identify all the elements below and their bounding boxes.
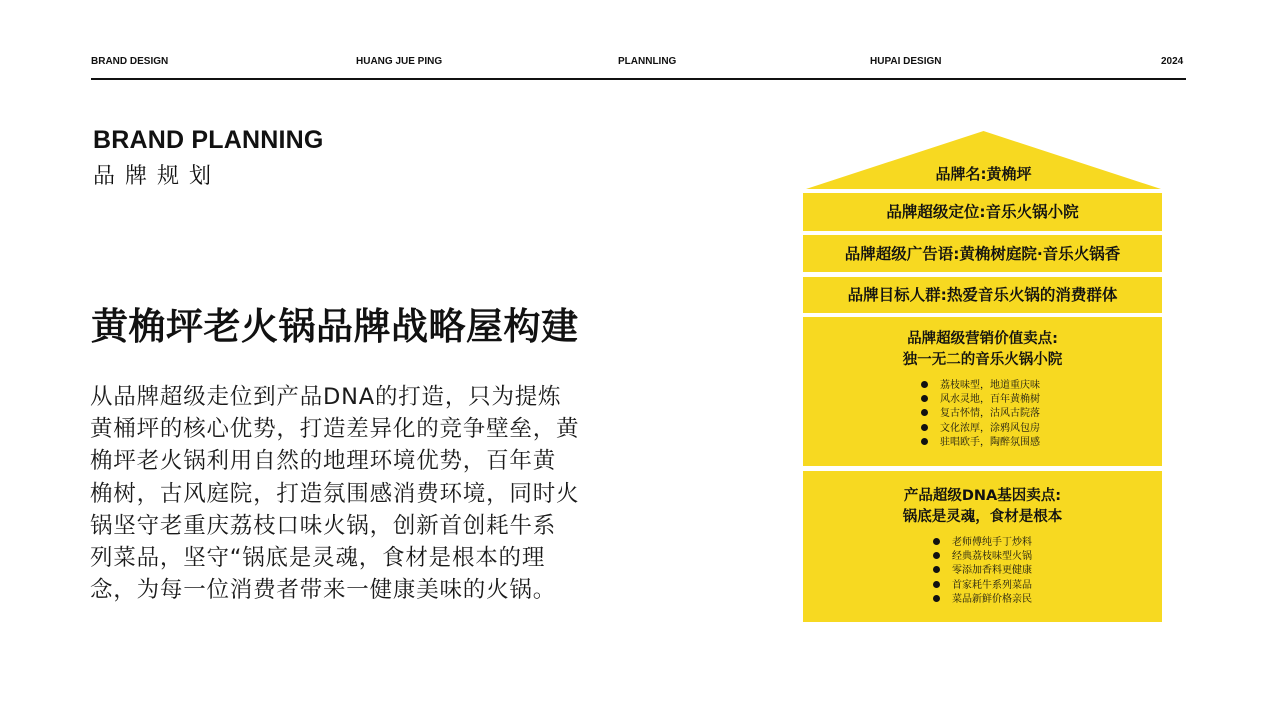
header-studio: HUPAI DESIGN xyxy=(870,56,942,67)
house-block-product-dna xyxy=(803,471,1162,622)
bullet-icon xyxy=(933,552,940,559)
body-line: 锅坚守老重庆荔枝口味火锅，创新首创耗牛系 xyxy=(90,512,557,539)
house-row-target-audience xyxy=(803,277,1162,313)
list-item: 经典荔枝味型火锅 xyxy=(933,550,1032,564)
header-divider xyxy=(91,78,1186,80)
row-text: 品牌超级定位:音乐火锅小院 xyxy=(886,203,1079,221)
bullet-icon xyxy=(921,381,928,388)
row-text: 品牌超级广告语:黄桷树庭院·音乐火锅香 xyxy=(844,245,1121,263)
header-brand-design: BRAND DESIGN xyxy=(91,56,169,67)
list-item: 零添加香料更健康 xyxy=(933,564,1032,578)
list-item: 文化浓厚，涂鸦风包房 xyxy=(921,422,1040,436)
header-year: 2024 xyxy=(1161,56,1184,67)
block-subheading: 锅底是灵魂，食材是根本 xyxy=(902,509,1063,525)
section-title-cn: 品牌规划 xyxy=(93,164,222,189)
list-item: 荔枝味型，地道重庆味 xyxy=(921,379,1040,393)
bullet-icon xyxy=(921,438,928,445)
header-designer-name: HUANG JUE PING xyxy=(356,56,443,67)
bullet-icon xyxy=(921,395,928,402)
block-heading: 品牌超级营销价值卖点: xyxy=(907,331,1058,347)
list-item: 老师傅纯手丁炒料 xyxy=(933,536,1032,550)
house-block-marketing xyxy=(803,317,1162,466)
house-row-positioning xyxy=(803,193,1162,231)
section-title-en: BRAND PLANNING xyxy=(93,126,324,154)
body-line: 黄桶坪的核心优势，打造差异化的竞争壁垒，黄 xyxy=(90,416,580,443)
house-row-slogan xyxy=(803,235,1162,272)
list-item: 风水灵地，百年黄桷树 xyxy=(921,393,1040,407)
body-paragraph xyxy=(90,381,610,606)
header-planning: PLANNLING xyxy=(618,56,677,67)
body-line: 列菜品，坚守“锅底是灵魂，食材是根本的理 xyxy=(90,545,546,572)
list-item: 复古怀情，沽风古院落 xyxy=(921,407,1040,421)
bullet-icon xyxy=(921,409,928,416)
block-subheading: 独一无二的音乐火锅小院 xyxy=(902,352,1063,368)
marketing-bullet-list xyxy=(921,379,1040,450)
top-header xyxy=(91,56,1186,70)
list-item: 驻唱欧手，陶醉氛围感 xyxy=(921,436,1040,450)
body-line: 桷坪老火锅利用自然的地理环境优势，百年黄 xyxy=(90,448,557,475)
block-heading: 产品超级DNA基因卖点: xyxy=(903,488,1062,504)
list-item: 菜品新鲜价格亲民 xyxy=(933,593,1032,607)
page-title: 黄桷坪老火锅品牌战略屋构建 xyxy=(91,305,579,348)
row-text: 品牌目标人群:热爱音乐火锅的消费群体 xyxy=(847,286,1118,304)
bullet-icon xyxy=(933,581,940,588)
product-bullet-list xyxy=(933,536,1032,607)
roof-brand-name: 品牌名:黄桷坪 xyxy=(935,165,1032,183)
bullet-icon xyxy=(921,424,928,431)
body-line: 桷树，古风庭院，打造氛围感消费环境，同时火 xyxy=(90,480,580,507)
body-line: 念，为每一位消费者带来一健康美味的火锅。 xyxy=(90,577,557,604)
bullet-icon xyxy=(933,538,940,545)
list-item: 首家耗牛系列菜品 xyxy=(933,579,1032,593)
bullet-icon xyxy=(933,566,940,573)
bullet-icon xyxy=(933,595,940,602)
body-line: 从品牌超级走位到产品DNA的打造，只为提炼 xyxy=(90,384,562,410)
